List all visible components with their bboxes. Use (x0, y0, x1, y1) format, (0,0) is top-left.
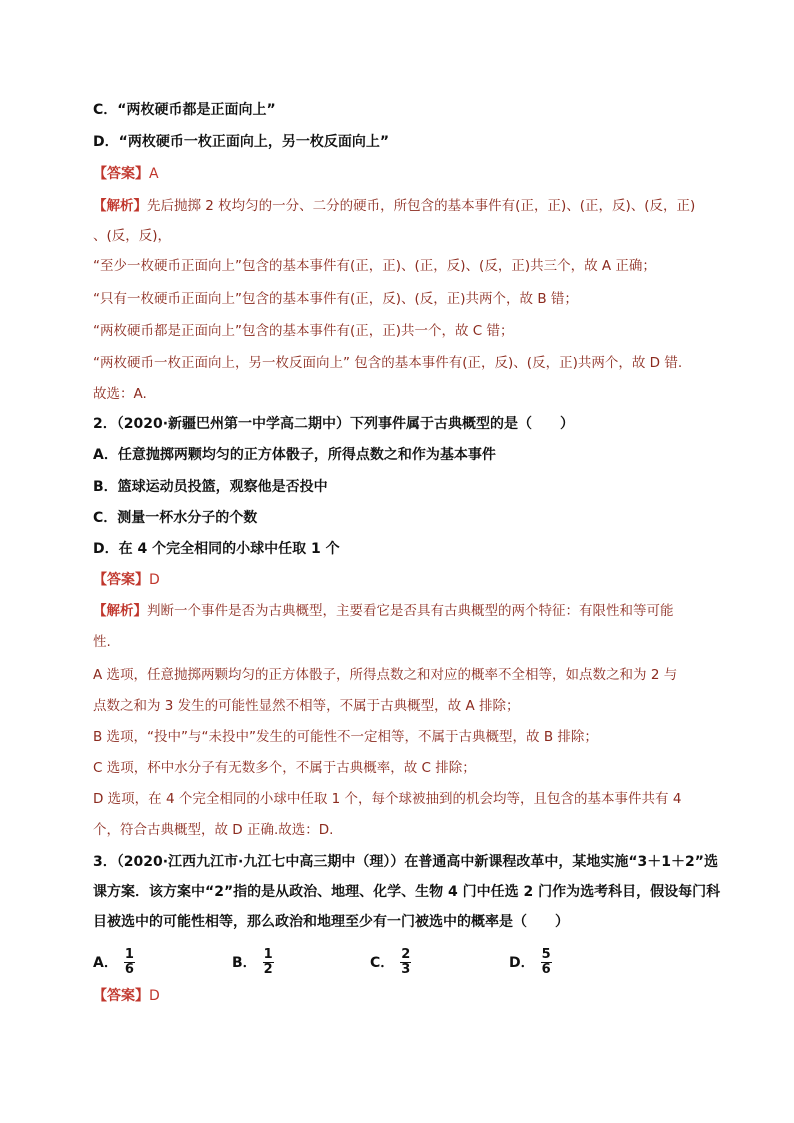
q2-option-b: B．篮球运动员投篮，观察他是否投中 (93, 479, 328, 495)
q1-answer (93, 164, 159, 184)
option-label: A． (93, 955, 118, 971)
q3-option-d (509, 944, 552, 980)
analysis-text: 先后抛掷 2 枚均匀的一分、二分的硬币，所包含的基本事件有(正，正)、(正，反)、(反，正) (147, 198, 696, 214)
fraction-denominator: 3 (401, 961, 411, 977)
q2-analysis-line: D 选项，在 4 个完全相同的小球中任取 1 个，每个球被抽到的机会均等，且包含的基本事件共有 4 (93, 791, 682, 807)
answer-value: D (149, 572, 160, 588)
q1-analysis-line: “两枚硬币都是正面向上”包含的基本事件有(正，正)共一个，故 C 错； (93, 323, 514, 339)
q2-analysis-line: 点数之和为 3 发生的可能性显然不相等，不属于古典概型，故 A 排除； (93, 698, 520, 714)
answer-tag: 【答案】 (93, 166, 149, 182)
q2-analysis-line: 性. (93, 634, 111, 650)
answer-tag: 【答案】 (93, 988, 149, 1004)
q3-answer (93, 986, 160, 1006)
fraction-numerator: 2 (401, 946, 411, 962)
q1-analysis-line: 、(反，反)， (93, 228, 172, 244)
q1-option-d: D．“两枚硬币一枚正面向上，另一枚反面向上” (93, 134, 390, 150)
option-fraction (541, 948, 552, 977)
analysis-text: 判断一个事件是否为古典概型，主要看它是否具有古典概型的两个特征：有限性和等可能 (147, 603, 674, 619)
analysis-tag: 【解析】 (93, 603, 147, 619)
q2-answer (93, 570, 160, 590)
fraction-numerator: 1 (124, 946, 134, 962)
answer-value: D (149, 988, 160, 1004)
fraction-numerator: 1 (263, 946, 273, 962)
q2-analysis-line (93, 601, 674, 621)
q1-analysis-line: “至少一枚硬币正面向上”包含的基本事件有(正，正)、(正，反)、(反，正)共三个，故 A 正确； (93, 258, 656, 274)
fraction-numerator: 5 (541, 946, 551, 962)
fraction-denominator: 6 (541, 961, 551, 977)
q3-stem-line: 课方案．该方案中“2”指的是从政治、地理、化学、生物 4 门中任选 2 门作为选考科目，假设每门科 (93, 884, 721, 900)
fraction-denominator: 2 (263, 961, 273, 977)
option-fraction (400, 948, 411, 977)
q2-analysis-line: A 选项，任意抛掷两颗均匀的正方体骰子，所得点数之和对应的概率不全相等，如点数之和为 2 与 (93, 667, 678, 683)
q1-analysis-line: 故选：A. (93, 386, 147, 402)
q2-stem: 2．（2020·新疆巴州第一中学高二期中）下列事件属于古典概型的是（ ） (93, 416, 575, 432)
q2-option-a: A．任意抛掷两颗均匀的正方体骰子，所得点数之和作为基本事件 (93, 447, 496, 463)
answer-value: A (149, 166, 159, 182)
q3-stem-line: 目被选中的可能性相等，那么政治和地理至少有一门被选中的概率是（ ） (93, 914, 569, 930)
option-label: D． (509, 955, 535, 971)
q2-analysis-line: 个，符合古典概型，故 D 正确.故选：D. (93, 822, 334, 838)
q1-analysis-line (93, 196, 695, 216)
q1-analysis-line: “两枚硬币一枚正面向上，另一枚反面向上” 包含的基本事件有(正，反)、(反，正)共两个，故 D 错. (93, 355, 683, 371)
q1-option-c: C．“两枚硬币都是正面向上” (93, 102, 276, 118)
q3-option-c (370, 944, 411, 980)
analysis-tag: 【解析】 (93, 198, 147, 214)
option-label: B． (232, 955, 257, 971)
q2-analysis-line: B 选项，“投中”与“未投中”发生的可能性不一定相等，不属于古典概型，故 B 排除； (93, 729, 598, 745)
option-fraction (124, 948, 135, 977)
fraction-denominator: 6 (124, 961, 134, 977)
q2-option-d: D．在 4 个完全相同的小球中任取 1 个 (93, 541, 340, 557)
q3-option-a (93, 944, 135, 980)
q3-stem-line: 3．（2020·江西九江市·九江七中高三期中（理））在普通高中新课程改革中，某地实施“3＋1＋2”选 (93, 854, 718, 870)
q3-option-b (232, 944, 274, 980)
q1-analysis-line: “只有一枚硬币正面向上”包含的基本事件有(正，反)、(反，正)共两个，故 B 错； (93, 291, 578, 307)
q2-option-c: C．测量一杯水分子的个数 (93, 510, 258, 526)
option-fraction (263, 948, 274, 977)
answer-tag: 【答案】 (93, 572, 149, 588)
q3-options (93, 944, 733, 980)
q2-analysis-line: C 选项，杯中水分子有无数多个，不属于古典概率，故 C 排除； (93, 760, 476, 776)
option-label: C． (370, 955, 395, 971)
